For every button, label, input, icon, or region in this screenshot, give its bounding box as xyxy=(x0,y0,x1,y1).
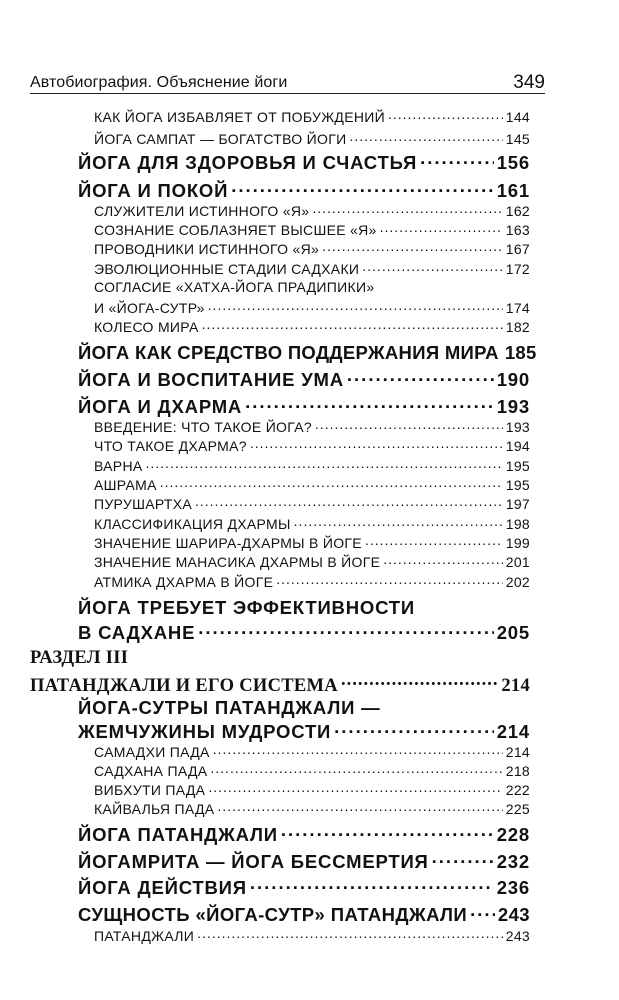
toc-entry xyxy=(94,130,530,147)
toc-entry xyxy=(94,515,530,532)
leader-dots xyxy=(208,781,502,795)
toc-entry-page: 163 xyxy=(505,222,530,238)
toc-entry xyxy=(94,534,530,551)
toc-entry-page: 167 xyxy=(505,241,530,257)
leader-dots xyxy=(388,108,503,122)
leader-dots xyxy=(210,762,502,776)
toc-entry xyxy=(94,457,530,474)
toc-chapter-page: 205 xyxy=(496,621,530,643)
toc-entry-page: 225 xyxy=(505,801,530,817)
toc-chapter-title: ЙОГА ПАТАНДЖАЛИ xyxy=(78,823,278,845)
toc-entry-title: ЗНАЧЕНИЕ ШАРИРА-ДХАРМЫ В ЙОГЕ xyxy=(94,535,362,551)
leader-dots xyxy=(383,553,502,567)
toc-chapter-title: В САДХАНЕ xyxy=(78,621,196,643)
toc-entry-page: 174 xyxy=(505,300,530,316)
toc-chapter xyxy=(78,150,530,174)
toc-entry-page: 243 xyxy=(505,928,530,944)
leader-dots xyxy=(470,902,495,921)
leader-dots xyxy=(198,620,493,639)
toc-entry xyxy=(94,260,530,277)
toc-entry-page: 199 xyxy=(505,535,530,551)
toc-entry xyxy=(94,762,530,779)
toc-chapter-title: СУЩНОСТЬ «ЙОГА-СУТР» ПАТАНДЖАЛИ xyxy=(78,903,468,925)
toc-chapter-title: ЙОГА И ПОКОЙ xyxy=(78,179,229,201)
toc-chapter xyxy=(78,178,530,202)
leader-dots xyxy=(202,318,503,332)
toc-chapter-title: ЙОГА И ДХАРМА xyxy=(78,395,243,417)
toc-entry xyxy=(94,240,530,257)
toc-entry-page: 172 xyxy=(505,261,530,277)
leader-dots xyxy=(420,150,494,169)
toc-chapter-title: ЙОГА ДЕЙСТВИЯ xyxy=(78,876,247,898)
toc-chapter-page: 156 xyxy=(496,151,530,173)
toc-chapter-page: 193 xyxy=(496,395,530,417)
leader-dots xyxy=(312,202,502,216)
toc-chapter xyxy=(78,340,537,364)
toc-entry xyxy=(94,299,530,316)
toc-entry-page: 214 xyxy=(505,744,530,760)
toc-entry-title: САДХАНА ПАДА xyxy=(94,763,208,779)
running-title: Автобиография. Объяснение йоги xyxy=(30,74,288,91)
leader-dots xyxy=(213,743,503,757)
toc-entry-title: АТМИКА ДХАРМА В ЙОГЕ xyxy=(94,574,274,590)
toc-chapter xyxy=(78,822,530,846)
toc-entry-title: ВАРНА xyxy=(94,458,143,474)
leader-dots xyxy=(146,457,503,471)
toc-entry xyxy=(94,318,530,335)
toc-chapter xyxy=(78,394,530,418)
leader-dots xyxy=(276,573,503,587)
toc-entry-page: 144 xyxy=(505,109,530,125)
toc-entry-title: ЭВОЛЮЦИОННЫЕ СТАДИИ САДХАКИ xyxy=(94,261,360,277)
toc-entry-page: 202 xyxy=(505,574,530,590)
toc-entry xyxy=(94,437,530,454)
toc-chapter xyxy=(78,620,530,644)
toc-entry-title: ЗНАЧЕНИЕ МАНАСИКА ДХАРМЫ В ЙОГЕ xyxy=(94,554,381,570)
toc-entry xyxy=(94,553,530,570)
leader-dots xyxy=(250,437,503,451)
toc-entry xyxy=(94,781,530,798)
toc-chapter xyxy=(78,367,530,391)
toc-entry-title: ПРОВОДНИКИ ИСТИННОГО «Я» xyxy=(94,241,320,257)
leader-dots xyxy=(341,672,498,691)
toc-chapter-page: 185 xyxy=(504,341,537,363)
toc-entry-page: 198 xyxy=(505,516,530,532)
toc-entry-page: 182 xyxy=(505,319,530,335)
toc-entry xyxy=(94,495,530,512)
toc-chapter xyxy=(78,902,530,926)
toc-entry-page: 195 xyxy=(505,477,530,493)
leader-dots xyxy=(208,299,503,313)
toc-section xyxy=(30,672,530,697)
leader-dots xyxy=(197,927,503,941)
toc-entry-page: 162 xyxy=(505,203,530,219)
page-number: 349 xyxy=(513,72,545,93)
toc-entry-title: ПУРУШАРТХА xyxy=(94,496,192,512)
toc-chapter-page: 214 xyxy=(496,720,530,742)
toc-entry-title: АШРАМА xyxy=(94,477,157,493)
leader-dots xyxy=(432,849,494,868)
toc-section-page: 214 xyxy=(501,675,530,696)
toc-entry-title: И «ЙОГА-СУТР» xyxy=(94,300,205,316)
toc-entry-title: СЛУЖИТЕЛИ ИСТИННОГО «Я» xyxy=(94,203,310,219)
toc-entry xyxy=(94,476,530,493)
toc-entry-title-line1: СОГЛАСИЕ «ХАТХА-ЙОГА ПРАДИПИКИ» xyxy=(94,279,375,295)
toc-entry-title: КАЙВАЛЬЯ ПАДА xyxy=(94,801,215,817)
toc-entry-page: 194 xyxy=(505,438,530,454)
toc-entry-title: САМАДХИ ПАДА xyxy=(94,744,210,760)
leader-dots xyxy=(160,476,503,490)
leader-dots xyxy=(231,178,494,197)
toc-entry xyxy=(94,108,530,125)
leader-dots xyxy=(250,875,494,894)
toc-chapter-title: ЙОГА КАК СРЕДСТВО ПОДДЕРЖАНИЯ МИРА xyxy=(78,341,499,363)
toc-chapter-title: ЙОГАМРИТА — ЙОГА БЕССМЕРТИЯ xyxy=(78,850,429,872)
toc-entry xyxy=(94,743,530,760)
leader-dots xyxy=(334,719,494,738)
toc-entry xyxy=(94,573,530,590)
leader-dots xyxy=(362,260,502,274)
leader-dots xyxy=(349,130,502,144)
toc-entry xyxy=(94,927,530,944)
toc-chapter-page: 161 xyxy=(496,179,530,201)
toc-chapter xyxy=(78,849,530,873)
section-label: РАЗДЕЛ III xyxy=(30,648,129,668)
toc-chapter-title-line1: ЙОГА ТРЕБУЕТ ЭФФЕКТИВНОСТИ xyxy=(78,597,415,618)
toc-entry xyxy=(94,800,530,817)
toc-chapter-title: ЙОГА И ВОСПИТАНИЕ УМА xyxy=(78,368,344,390)
leader-dots xyxy=(380,221,503,235)
leader-dots xyxy=(365,534,503,548)
toc-chapter-title: ЖЕМЧУЖИНЫ МУДРОСТИ xyxy=(78,720,332,742)
leader-dots xyxy=(217,800,502,814)
leader-dots xyxy=(347,367,494,386)
leader-dots xyxy=(195,495,503,509)
toc-entry xyxy=(94,202,530,219)
toc-entry-page: 197 xyxy=(505,496,530,512)
toc-chapter-page: 236 xyxy=(496,876,530,898)
toc-entry-title: ЧТО ТАКОЕ ДХАРМА? xyxy=(94,438,247,454)
toc-entry-title: КАК ЙОГА ИЗБАВЛЯЕТ ОТ ПОБУЖДЕНИЙ xyxy=(94,109,385,125)
toc-entry-page: 145 xyxy=(505,131,530,147)
leader-dots xyxy=(294,515,503,529)
toc-chapter xyxy=(78,719,530,743)
leader-dots xyxy=(315,418,503,432)
toc-entry xyxy=(94,418,530,435)
toc-entry-title: ЙОГА САМПАТ — БОГАТСТВО ЙОГИ xyxy=(94,131,347,147)
toc-entry xyxy=(94,221,530,238)
leader-dots xyxy=(322,240,503,254)
toc-chapter-title-line1: ЙОГА-СУТРЫ ПАТАНДЖАЛИ — xyxy=(78,697,381,718)
toc-entry-page: 195 xyxy=(505,458,530,474)
leader-dots xyxy=(281,822,494,841)
toc-chapter-page: 243 xyxy=(497,903,530,925)
toc-entry-page: 193 xyxy=(505,419,530,435)
toc-chapter-title: ЙОГА ДЛЯ ЗДОРОВЬЯ И СЧАСТЬЯ xyxy=(78,151,418,173)
toc-entry-page: 201 xyxy=(505,554,530,570)
leader-dots xyxy=(245,394,494,413)
toc-entry-title: ПАТАНДЖАЛИ xyxy=(94,928,195,944)
toc-section-title: ПАТАНДЖАЛИ И ЕГО СИСТЕМА xyxy=(30,675,338,696)
toc-chapter xyxy=(78,875,530,899)
toc-chapter-page: 190 xyxy=(496,368,530,390)
toc-chapter-page: 228 xyxy=(496,823,530,845)
toc-entry-page: 222 xyxy=(505,782,530,798)
toc-entry-title: КОЛЕСО МИРА xyxy=(94,319,199,335)
toc-entry-title: ВИБХУТИ ПАДА xyxy=(94,782,206,798)
toc-chapter-page: 232 xyxy=(496,850,530,872)
toc-entry-title: СОЗНАНИЕ СОБЛАЗНЯЕТ ВЫСШЕЕ «Я» xyxy=(94,222,377,238)
toc-entry-page: 218 xyxy=(505,763,530,779)
toc-entry-title: КЛАССИФИКАЦИЯ ДХАРМЫ xyxy=(94,516,291,532)
toc-entry-title: ВВЕДЕНИЕ: ЧТО ТАКОЕ ЙОГА? xyxy=(94,419,312,435)
